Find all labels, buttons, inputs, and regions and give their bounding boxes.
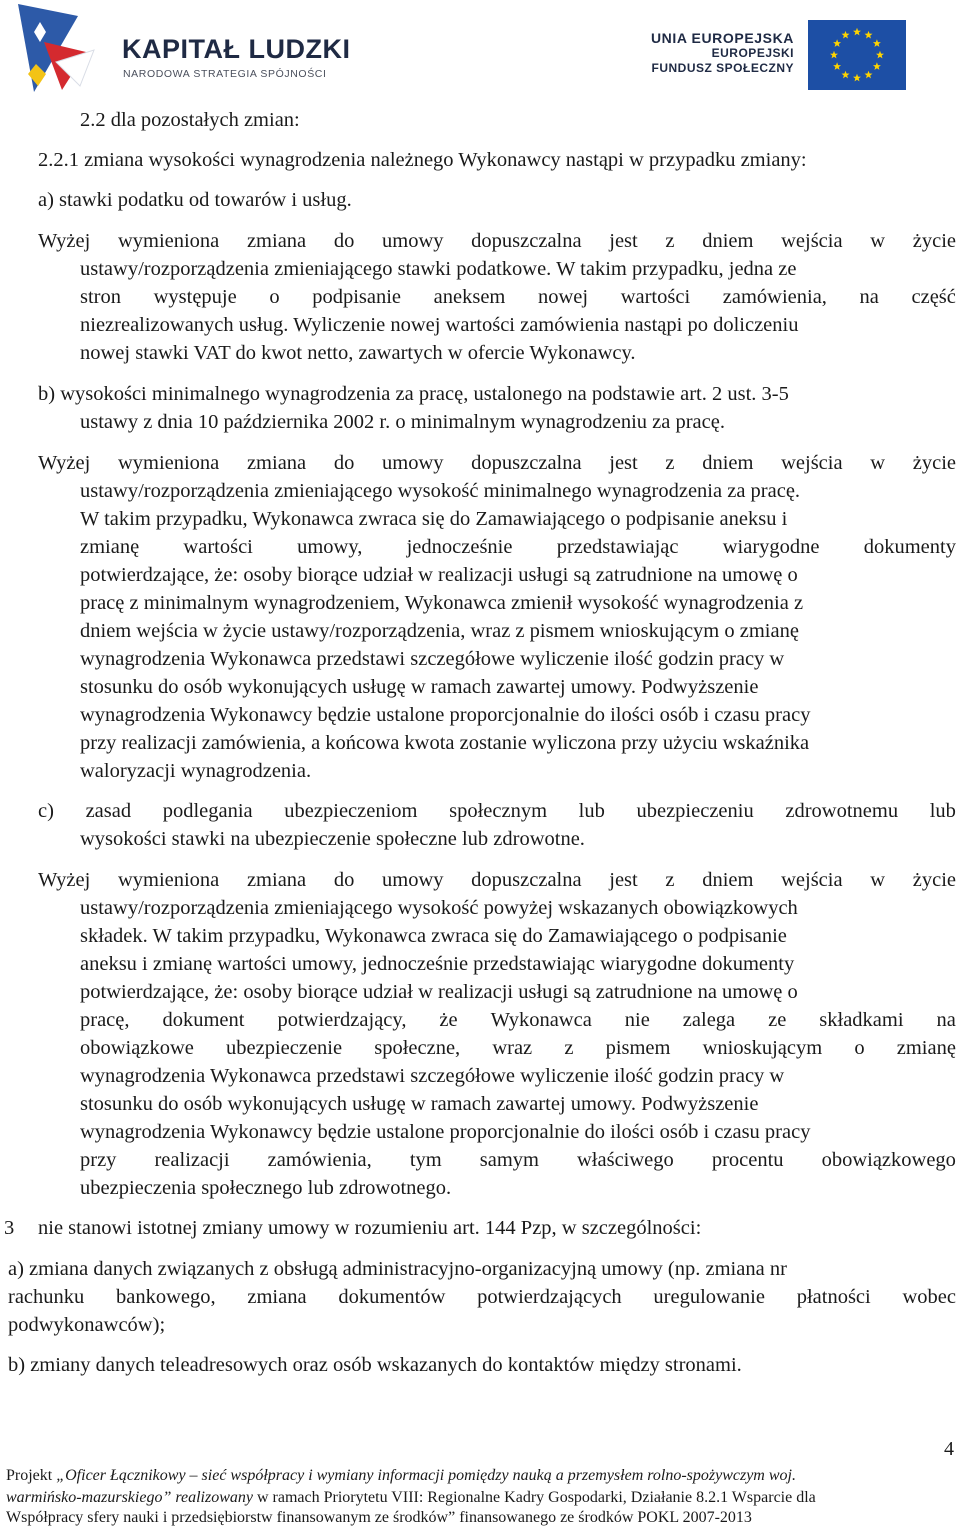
section-3-number: 3 [4,1217,15,1239]
paragraph-c-line-8: wynagrodzenia Wykonawca przedstawi szczegółowe wyliczenie ilość godzin pracy w [80,1065,785,1087]
word: do [333,452,355,474]
word: uregulowanie [653,1286,765,1308]
footer-line-2-rest: w ramach Priorytetu VIII: Regionalne Kadry Gospodarki, Działanie 8.2.1 Wsparcie dla [252,1489,816,1506]
paragraph-b-line-6: pracę z minimalnym wynagrodzeniem, Wykonawca zmienił wysokość wynagrodzenia z [80,592,804,614]
item-b-title-line-1: b) wysokości minimalnego wynagrodzenia za pracę, ustalonego na podstawie art. 2 ust. 3-5 [38,383,789,405]
paragraph-c-line-2: ustawy/rozporządzenia zmieniającego wysokość powyżej wskazanych obowiązkowych [80,897,798,919]
word: na [936,1009,956,1031]
word: podlegania [162,800,253,822]
word: zasad [85,800,132,822]
paragraph-c-line-4: aneksu i zmianę wartości umowy, jednocześnie przedstawiając wiarygodne dokumenty [80,953,795,975]
eu-logo-text [651,30,794,76]
word: na [859,286,879,308]
footer-line-2-italic: warmińsko-mazurskiego” realizowany [6,1489,253,1506]
heading-2-2: 2.2 dla pozostałych zmian: [80,109,300,131]
paragraph-b-line-4 [80,533,956,561]
word: wraz [492,1037,533,1059]
word: dniem [702,452,754,474]
word: dokument [162,1009,245,1031]
word: do [333,869,355,891]
word: ubezpieczeniom [284,800,418,822]
word: jest [609,452,638,474]
word: Wyżej [38,230,91,252]
word: przy [80,1149,117,1171]
paragraph-b-line-11: przy realizacji zamówienia, a końcowa kwota zostanie wyliczona przy użyciu wskaźnika [80,732,810,754]
word: zalega [682,1009,736,1031]
word: stron [80,286,121,308]
word: płatności [796,1286,871,1308]
paragraph-c-line-10: wynagrodzenia Wykonawcy będzie ustalone proporcjonalnie do ilości osób i czasu pracy [80,1121,811,1143]
eu-logo-line3: FUNDUSZ SPOŁECZNY [651,61,794,75]
word: obowiązkowe [80,1037,194,1059]
word: zmiana [246,869,307,891]
section-3-text: nie stanowi istotnej zmiany umowy w rozumieniu art. 144 Pzp, w szczególności: [38,1217,702,1239]
paragraph-a-line-1 [38,227,956,255]
word: życie [912,452,956,474]
word: nie [624,1009,650,1031]
paragraph-b-line-5: potwierdzające, że: osoby biorące udział w realizacji usługi są zatrudnione na umowę o [80,564,798,586]
word: potwierdzających [477,1286,622,1308]
word: do [333,230,355,252]
word: w [870,869,886,891]
word: życie [912,230,956,252]
word: w [870,452,886,474]
word: c) [38,800,54,822]
kapital-ludzki-subtitle: NARODOWA STRATEGIA SPÓJNOŚCI [123,68,327,80]
kapital-ludzki-title: KAPITAŁ LUDZKI [122,34,351,64]
word: z [665,869,675,891]
eu-logo-line1: UNIA EUROPEJSKA [650,30,794,46]
paragraph-a-line-4: niezrealizowanych usług. Wyliczenie nowej wartości zamówienia nastąpi po doliczeniu [80,314,799,336]
word: ze [768,1009,787,1031]
item-a-title: a) stawki podatku od towarów i usług. [38,189,352,211]
paragraph-c-line-11 [80,1146,956,1174]
footer-line-2 [6,1488,816,1508]
word: zmiana [246,452,307,474]
word: Wyżej [38,869,91,891]
word: zmianę [896,1037,956,1059]
word: z [665,452,675,474]
word: zamówienia, [722,286,827,308]
paragraph-a-line-3 [80,283,956,311]
word: wejścia [781,869,843,891]
paragraph-b-line-3: W takim przypadku, Wykonawca zwraca się do Zamawiającego o podpisanie aneksu i [80,508,788,530]
word: o [269,286,280,308]
paragraph-b-line-1 [38,449,956,477]
paragraph-b-line-12: waloryzacji wynagrodzenia. [80,760,312,782]
word: nowej [537,286,589,308]
word: wejścia [781,230,843,252]
footer-line-1-prefix: Projekt [6,1467,57,1484]
kapital-ludzki-emblem-icon [16,2,100,94]
section-3b: b) zmiany danych teleadresowych oraz osób wskazanych do kontaktów między stronami. [8,1354,742,1376]
eu-logo-line2: EUROPEJSKI [711,46,794,60]
section-3a-line-2 [8,1283,956,1311]
word: realizacji [154,1149,230,1171]
paragraph-c-line-12: ubezpieczenia społecznego lub zdrowotnego. [80,1177,452,1199]
section-3a-line-1: a) zmiana danych związanych z obsługą administracyjno-organizacyjną umowy (np. zmiana nr [8,1258,787,1280]
paragraph-c-line-9: stosunku do osób wykonujących usługę w ramach zawartej umowy. Podwyższenie [80,1093,759,1115]
footer-line-1 [6,1466,796,1486]
page-number: 4 [944,1438,954,1460]
word: zamówienia, [267,1149,372,1171]
word: zmiana [246,230,307,252]
word: obowiązkowego [821,1149,956,1171]
word: że [439,1009,458,1031]
word: Wykonawca [490,1009,592,1031]
paragraph-a-line-2: ustawy/rozporządzenia zmieniającego stawki podatkowe. W takim przypadku, jedna ze [80,258,797,280]
word: dopuszczalna [471,230,582,252]
word: lub [929,800,956,822]
word: właściwego [577,1149,674,1171]
word: umowy [382,869,444,891]
paragraph-a-line-5: nowej stawki VAT do kwot netto, zawartych w ofercie Wykonawcy. [80,342,636,364]
paragraph-b-line-8: wynagrodzenia Wykonawca przedstawi szczegółowe wyliczenie ilość godzin pracy w [80,648,785,670]
word: lub [578,800,605,822]
eu-logo [650,14,910,96]
word: zdrowotnemu [785,800,899,822]
word: w [870,230,886,252]
word: wartości [620,286,691,308]
word: dopuszczalna [471,452,582,474]
word: podpisanie [312,286,402,308]
word: dniem [702,869,754,891]
word: zmianę [80,536,140,558]
item-b-title-line-2: ustawy z dnia 10 października 2002 r. o minimalnym wynagrodzeniu za pracę. [80,411,725,433]
paragraph-c-line-6 [80,1006,956,1034]
word: składkami [819,1009,904,1031]
word: ubezpieczeniu [636,800,754,822]
kapital-ludzki-logo [16,2,351,94]
section-3a-line-3: podwykonawców); [8,1314,166,1336]
paragraph-b-line-7: dniem wejścia w życie ustawy/rozporządzenia, wraz z pismem wnioskującym o zmianę [80,620,799,642]
word: wobec [902,1286,956,1308]
word: dniem [702,230,754,252]
word: potwierdzający, [277,1009,407,1031]
word: wejścia [781,452,843,474]
word: wymieniona [117,452,220,474]
word: pismem [605,1037,671,1059]
word: aneksem [433,286,506,308]
item-2-2-1: 2.2.1 zmiana wysokości wynagrodzenia należnego Wykonawcy nastąpi w przypadku zmiany: [38,149,807,171]
paragraph-c-line-5: potwierdzające, że: osoby biorące udział w realizacji usługi są zatrudnione na umowę o [80,981,798,1003]
word: o [854,1037,865,1059]
item-c-title-line-1 [38,797,956,825]
footer-line-1-italic: „Oficer Łącznikowy – sieć współpracy i wymiany informacji pomiędzy nauką a przemysłem rolno-spożywczym woj. [56,1467,796,1484]
word: dopuszczalna [471,869,582,891]
word: umowy [382,230,444,252]
word: dokumenty [863,536,956,558]
word: ubezpieczenie [226,1037,343,1059]
footer-line-3: Współpracy sfery nauki i przedsiębiorstw finansowanym ze środków” finansowanego ze środków POKL 2007-2013 [6,1509,752,1526]
paragraph-c-line-3: składek. W takim przypadku, Wykonawca zwraca się do Zamawiającego o podpisanie [80,925,787,947]
word: tym [409,1149,442,1171]
paragraph-b-line-10: wynagrodzenia Wykonawcy będzie ustalone proporcjonalnie do ilości osób i czasu pracy [80,704,811,726]
word: wymieniona [117,230,220,252]
word: część [911,286,956,308]
word: społecznym [449,800,548,822]
word: umowy, [297,536,363,558]
paragraph-b-line-2: ustawy/rozporządzenia zmieniającego wysokość minimalnego wynagrodzenia za pracę. [80,480,801,502]
word: bankowego, [116,1286,216,1308]
word: wymieniona [117,869,220,891]
item-c-title-line-2: wysokości stawki na ubezpieczenie społeczne lub zdrowotne. [80,828,585,850]
word: rachunku [8,1286,85,1308]
word: jest [609,230,638,252]
word: dokumentów [338,1286,446,1308]
word: jest [609,869,638,891]
word: umowy [382,452,444,474]
word: wiarygodne [722,536,820,558]
word: wartości [183,536,253,558]
word: procentu [711,1149,784,1171]
word: społeczne, [374,1037,461,1059]
word: jednocześnie [406,536,513,558]
word: życie [912,869,956,891]
paragraph-c-line-1 [38,866,956,894]
word: z [665,230,675,252]
paragraph-c-line-7 [80,1034,956,1062]
word: zmiana [247,1286,307,1308]
word: pracę, [80,1009,130,1031]
word: wnioskującym [702,1037,823,1059]
word: przedstawiając [556,536,679,558]
word: Wyżej [38,452,91,474]
word: z [564,1037,574,1059]
word: samym [479,1149,539,1171]
word: występuje [153,286,237,308]
eu-flag-icon [808,20,906,90]
paragraph-b-line-9: stosunku do osób wykonujących usługę w ramach zawartej umowy. Podwyższenie [80,676,759,698]
